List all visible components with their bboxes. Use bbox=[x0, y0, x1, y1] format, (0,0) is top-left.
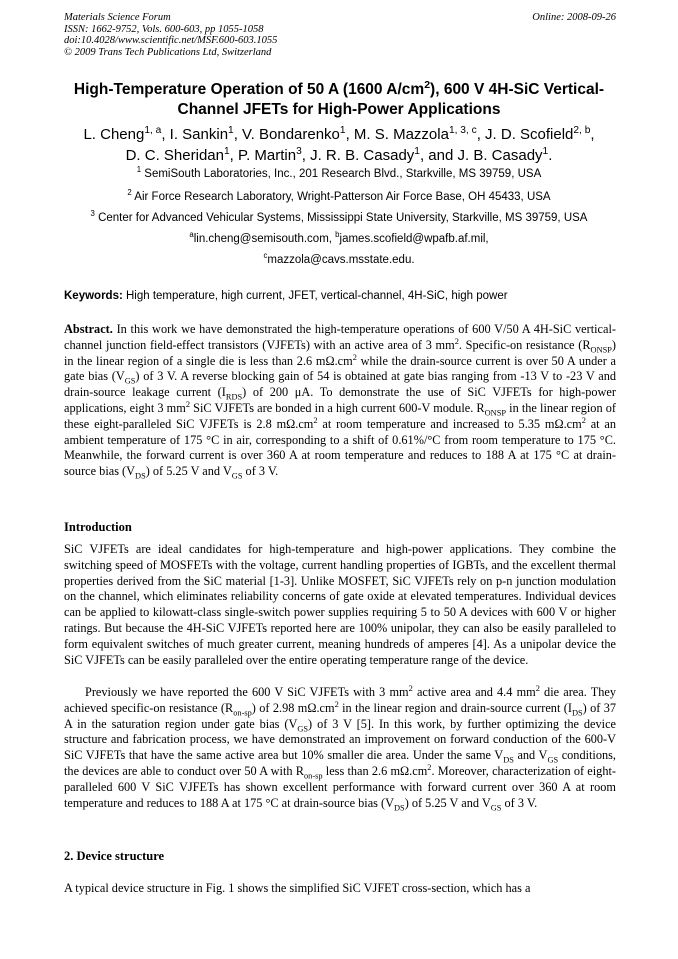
device-structure-paragraph: A typical device structure in Fig. 1 shows the simplified SiC VJFET cross-section, which has a bbox=[64, 881, 531, 895]
author-list: L. Cheng$^{1, a}$, I. Sankin$^1$, V. Bondarenko$^1$, M. S. Mazzola$^{1, 3, c}$, J. D. Scofield$^{2, b}$, D. C. Sheridan$^1$, P. Martin$^3$, J. R. B. Casady$^1$, and J. B. Casady$^1$. bbox=[83, 125, 595, 164]
affiliation-3: $^3$ Center for Advanced Vehicular Systems, Mississippi State University, Starkville, MS 39759, USA bbox=[90, 209, 588, 224]
paper-title: High-Temperature Operation of 50 A (1600 $A/cm^2$), 600 V 4H-SiC Vertical- Channel JFETs for High-Power Applications bbox=[73, 78, 605, 118]
doi-line: doi:10.4028/www.scientific.net/MSF.600-603.1055 bbox=[64, 35, 278, 46]
online-date: Online: 2008-09-26 bbox=[532, 12, 616, 23]
issn-line: ISSN: 1662-9752, Vols. 600-603, pp 1055-1058 bbox=[64, 23, 264, 35]
device-structure-heading: 2. Device structure bbox=[64, 849, 165, 863]
introduction-paragraph-1: SiC VJFETs are ideal candidates for high-temperature and high-power applications. They combine the switching speed of MOSFETs with the voltage, current handling properties of IGBTs, and the excellent thermal properties derived from the SiC material [1-3]. Unlike MOSFET, SiC VJFETs rely on p-n junction modulation on the channel, which eliminates reliability concerns of gate oxide at elevated temperatures. Individual devices can be applied to kilowatt-class single-switch power supplies requiring 5 to 50 A devices with 600 V or higher ratings. But because the 4H-SiC VJFETs reported here are 100% unipolar, they can also be easily paralleled to form equivalent switches of much greater current, meaning hundreds of amperes [4]. As a unipolar device the SiC VJFETs can be easily paralleled over the entire operating temperature range of the device. bbox=[64, 542, 616, 667]
introduction-heading: Introduction bbox=[64, 520, 132, 534]
journal-header bbox=[64, 12, 616, 58]
affiliation-2: $^2$ Air Force Research Laboratory, Wright-Patterson Air Force Base, OH 45433, USA bbox=[127, 188, 551, 203]
keywords: Keywords: High temperature, high current, JFET, vertical-channel, 4H-SiC, high power bbox=[64, 290, 508, 302]
affiliation-1: $^1$ SemiSouth Laboratories, Inc., 201 Research Blvd., Starkville, MS 39759, USA bbox=[136, 165, 542, 180]
email-line-2: $^c$mazzola@cavs.msstate.edu. bbox=[263, 251, 415, 266]
introduction-paragraph-2: Previously we have reported the 600 V SiC VJFETs with 3 $mm^2$ active area and 4.4 $mm^2$ die area. They achieved specific-on resistance $(R_{on-sp})$ of 2.98 $m\Omega.cm^2$ in the linear region and drain-source current $(I_{DS})$ of 37 A in the saturation region under gate bias $(V_{GS})$ of 3 V [5]. In this work, by further optimizing the device structure and fabrication process, we have demonstrated an improvement on forward conduction of the 600-V SiC VJFETs that have the same active area but 10% smaller die area. Under the same $V_{DS}$ and $V_{GS}$ conditions, the devices are able to conduct over 50 A with $R_{on-sp}$ less than 2.6 $m\Omega.cm^2$. Moreover, characterization of eight-paralleled 600 V SiC VJFETs has shown excellent performance with forward current over 360 A at room temperature and reduces to 188 A at 175 °C at drain-source bias $(V_{DS})$ of 5.25 V and $V_{GS}$ of 3 V. bbox=[64, 683, 616, 813]
journal-name: Materials Science Forum bbox=[64, 12, 171, 23]
copyright-line: © 2009 Trans Tech Publications Ltd, Switzerland bbox=[64, 46, 272, 58]
email-line-1: $^a$lin.cheng@semisouth.com, $^b$james.scofield@wpafb.af.mil, bbox=[189, 230, 489, 245]
abstract: Abstract. In this work we have demonstrated the high-temperature operations of 600 V/50 A 4H-SiC vertical-channel junction field-effect transistors (VJFETs) with an active area of 3 $mm^2$. Specific-on resistance $(R_{ONSP})$ in the linear region of a single die is less than 2.6 $m\Omega.cm^2$ while the drain-source current is over 50 A under a gate bias $(V_{GS})$ of 3 V. A reverse blocking gain of 54 is obtained at gate bias ranging from -13 V to -23 V and drain-source leakage current $(I_{RDS})$ of 200 μA. To demonstrate the use of SiC VJFETs for high-power applications, eight 3 $mm^2$ SiC VJFETs are bonded in a high current 600-V module. $R_{ONSP}$ in the linear region of these eight-paralleled SiC VJFETs is 2.8 $m\Omega.cm^2$ at room temperature and increased to 5.35 $m\Omega.cm^2$ at an ambient temperature of 175 °C in air, corresponding to a shift of 0.61%/°C from room temperature to 175 °C. Meanwhile, the forward current is over 360 A at room temperature and reduces to 188 A at 175 °C at drain-source bias $(V_{DS})$ of 5.25 V and $V_{GS}$ of 3 V. bbox=[64, 322, 617, 481]
